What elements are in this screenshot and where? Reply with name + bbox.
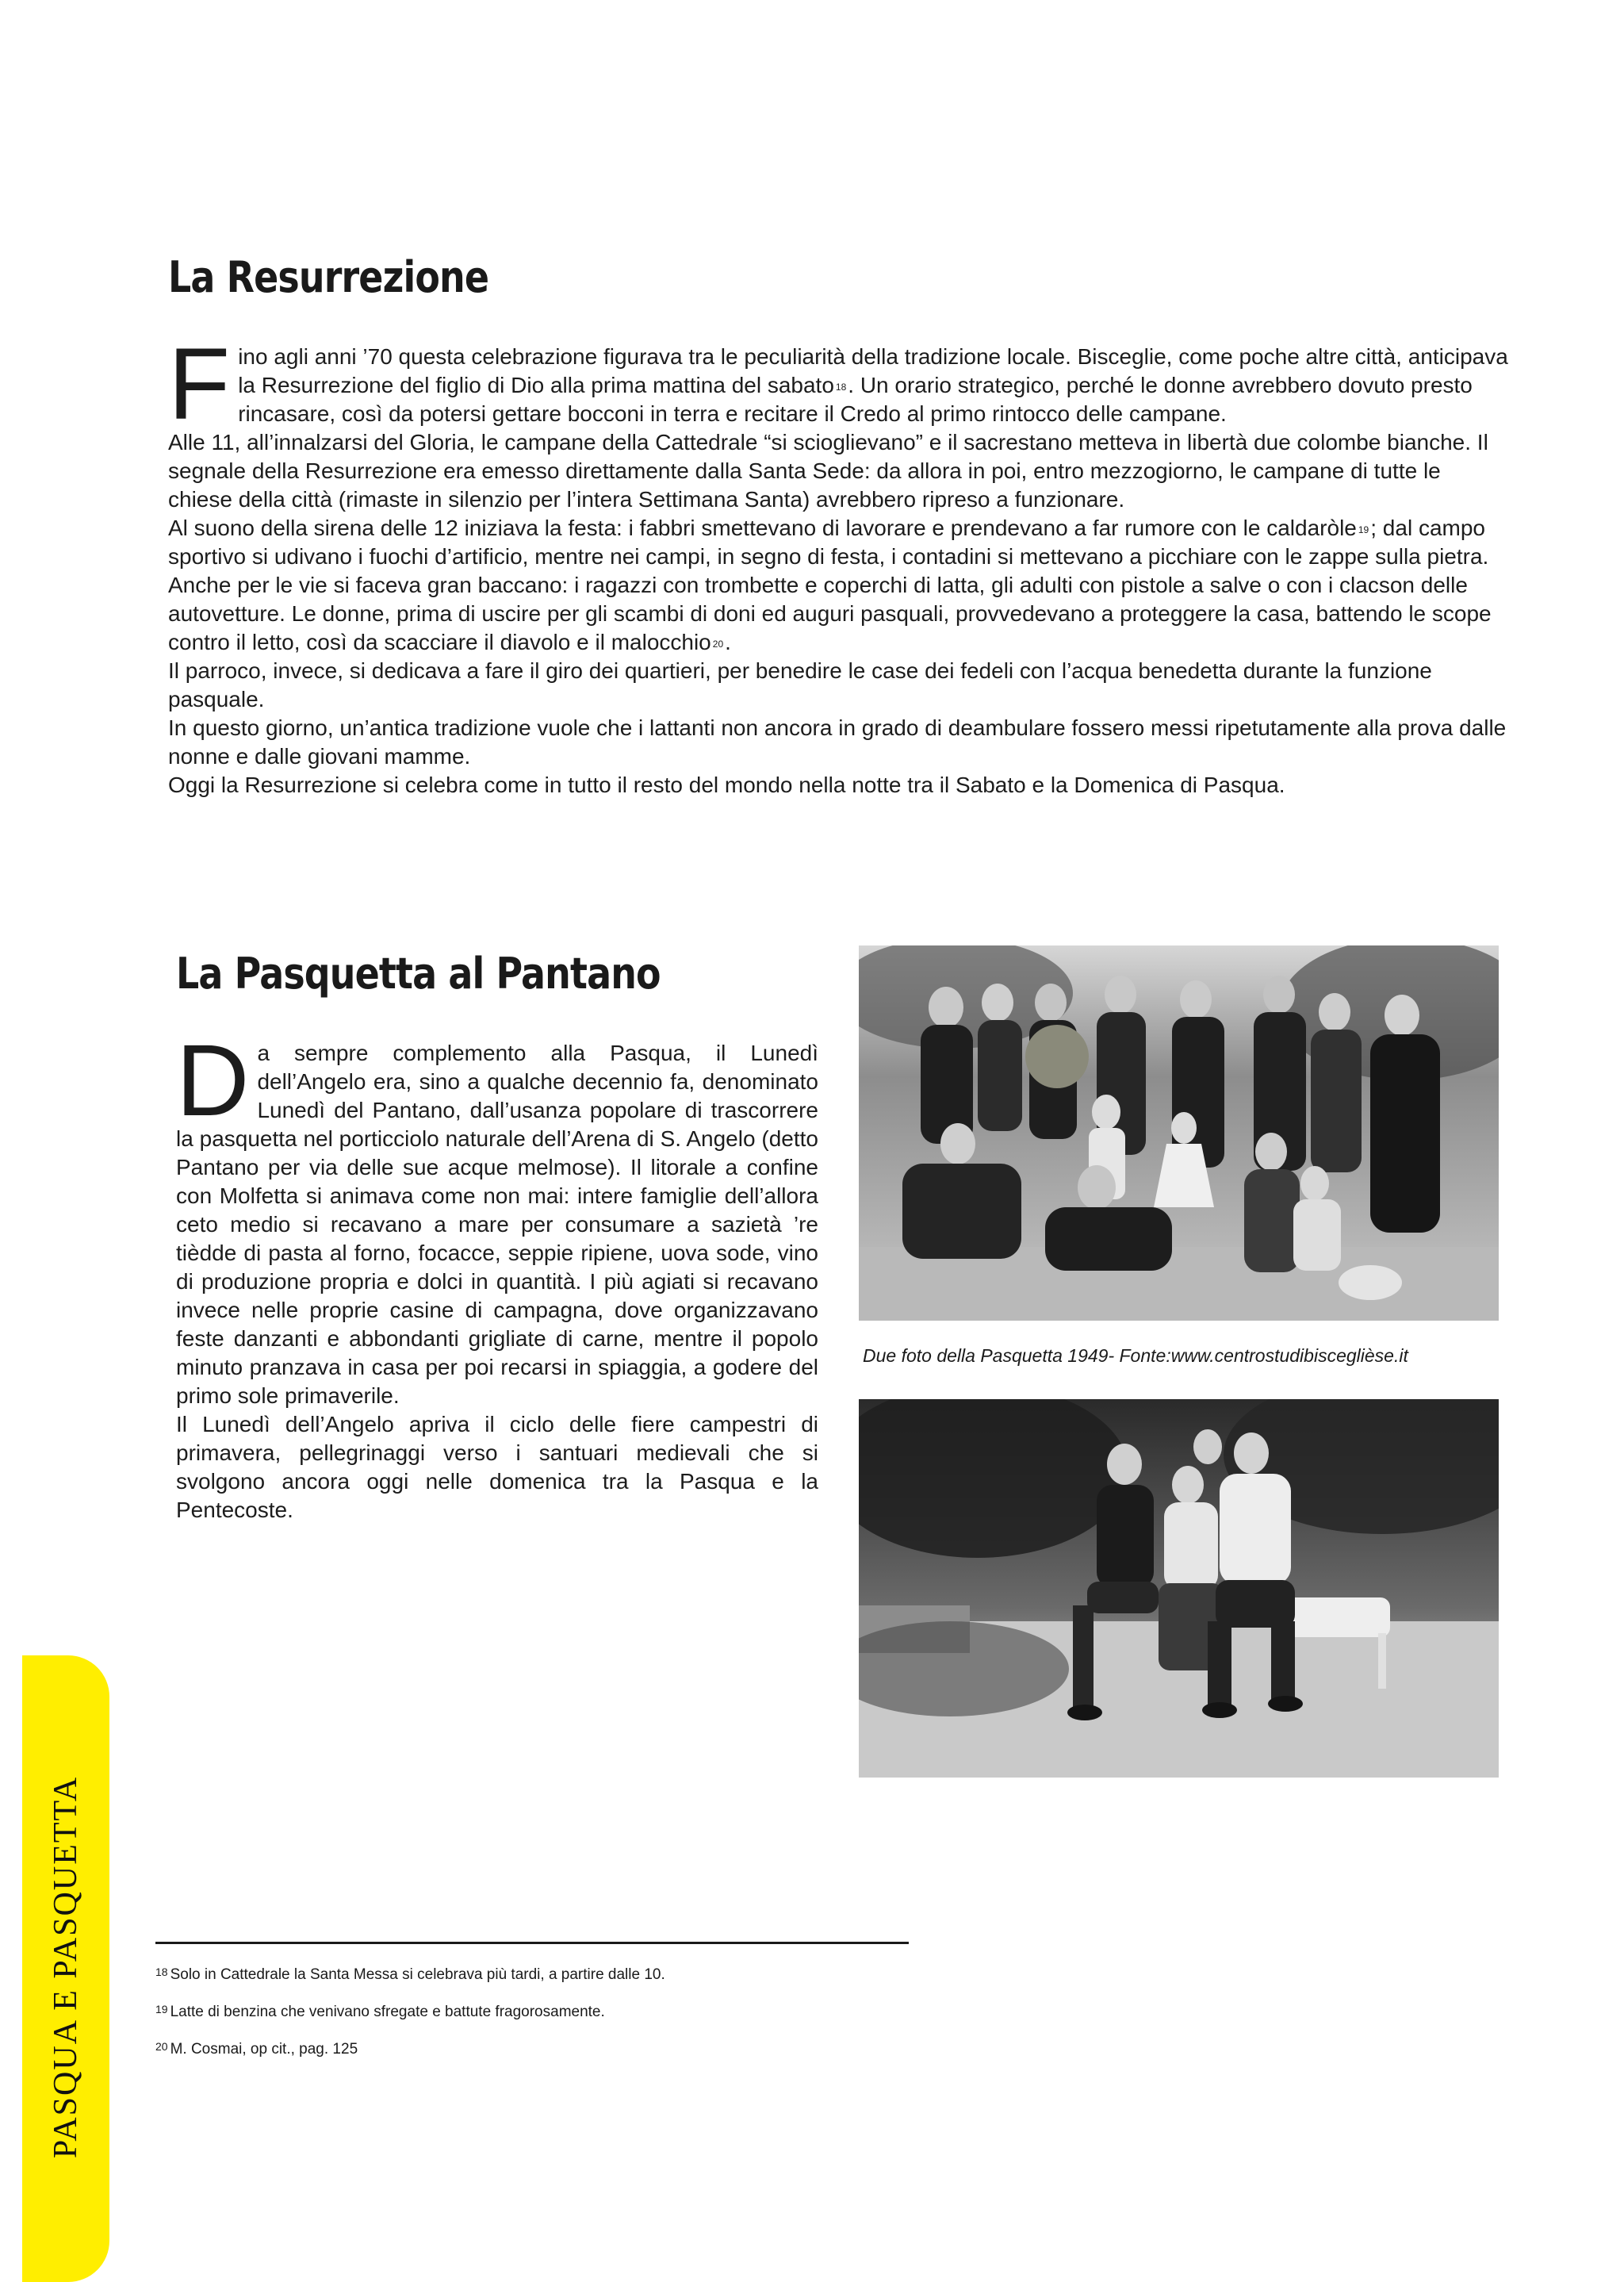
paragraph: Il Lunedì dell’Angelo apriva il ciclo delle fiere campestri di primavera, pellegrinaggi verso i santuari medievali che si svolgono ancora oggi nelle domenica tra la Pasqua e la Pentecoste.: [176, 1412, 818, 1522]
footnote-number: 18: [155, 1966, 168, 1978]
footnote-ref[interactable]: 19: [1358, 524, 1369, 535]
drop-cap: F: [168, 328, 231, 441]
photo-placeholder-art: [859, 945, 1499, 1321]
footnote-19: [155, 2003, 605, 2021]
footnote-number: 19: [155, 2003, 168, 2015]
text-run: Al suono della sirena delle 12 iniziava la festa: i fabbri smettevano di lavorare e prendevano a far rumore con le caldaròle: [168, 516, 1357, 540]
paragraph: Oggi la Resurrezione si celebra come in tutto il resto del mondo nella notte tra il Sabato e la Domenica di Pasqua.: [168, 773, 1285, 797]
chapter-side-label: PASQUA E PASQUETTA: [48, 1775, 84, 2159]
text-run: ino agli anni ’70 questa celebrazione figurava tra le peculiarità della tradizione locale. Bisceglie, come poche altre città, anticipava la Resurrezione del figlio di Dio alla prima mattina del sabato: [238, 344, 1508, 397]
footnote-text: Latte di benzina che venivano sfregate e battute fragorosamente.: [170, 2004, 605, 2020]
paragraph: Alle 11, all’innalzarsi del Gloria, le campane della Cattedrale “si scioglievano” e il sacrestano metteva in libertà due colombe bianche. Il segnale della Resurrezione era emesso direttamente dalla Santa Sede: da allora in poi, entro mezzogiorno, le campane di tutte le chiese della città (rimaste in silenzio per l’intera Settimana Santa) avrebbero ripreso a funzionare.: [168, 430, 1488, 512]
photo-placeholder-art: [859, 1399, 1499, 1778]
section-title-pasquetta: La Pasquetta al Pantano: [176, 949, 661, 999]
paragraph: In questo giorno, un’antica tradizione vuole che i lattanti non ancora in grado di deambulare fossero messi ripetutamente alla prova dalle nonne e dalle giovani mamme.: [168, 715, 1507, 769]
footnote-20: [155, 2040, 358, 2058]
footnote-text: M. Cosmai, op cit., pag. 125: [170, 2041, 358, 2058]
text-run: .: [725, 630, 731, 654]
photo-caption: Due foto della Pasquetta 1949- Fonte:www.centrostudibisceglièse.it: [863, 1345, 1408, 1366]
text-run: a sempre complemento alla Pasqua, il Lunedì dell’Angelo era, sino a qualche decennio fa, denominato Lunedì del Pantano, dall’usanza popolare di trascorrere la pasquetta nel porticciolo naturale dell’Arena di S. Angelo (detto Pantano per via delle sue acque melmose). Il litorale a confine con Molfetta si animava come non mai: intere famiglie dell’allora ceto medio si recavano a mare per consumare a sazietà ’re tièdde di pasta al forno, focacce, seppie ripiene, uova sode, vino di produzione propria e dolci in quantità. I più agiati si recavano invece nelle proprie casine di campagna, dove organizzavano feste danzanti e abbondanti grigliate di carne, mentre il popolo minuto pranzava in casa per poi recarsi in spiaggia, a godere del primo sole primaverile.: [176, 1041, 818, 1408]
text-run: . Un orario strategico, perché le donne avrebbero dovuto presto rincasare, così da potersi gettare bocconi in terra e recitare il Credo al primo rintocco delle campane.: [238, 373, 1473, 426]
paragraph: Il parroco, invece, si dedicava a fare il giro dei quartieri, per benedire le case dei fedeli con l’acqua benedetta durante la funzione pasquale.: [168, 658, 1432, 711]
paragraph: [168, 328, 1508, 441]
footnote-divider: [155, 1942, 909, 1944]
section-title-resurrezione: La Resurrezione: [168, 252, 489, 302]
group-photo-1949: [859, 945, 1499, 1321]
footnote-18: [155, 1966, 665, 1984]
pasquetta-body: [176, 1024, 818, 1525]
footnote-text: Solo in Cattedrale la Santa Messa si celebrava più tardi, a partire dalle 10.: [170, 1966, 665, 1983]
couple-photo-1949: [859, 1399, 1499, 1778]
paragraph: [168, 514, 1508, 657]
footnote-ref[interactable]: 18: [835, 382, 847, 393]
footnote-ref[interactable]: 20: [712, 639, 724, 650]
text-run: ; dal campo sportivo si udivano i fuochi d’artificio, mentre nei campi, in segno di festa, i contadini si mettevano a picchiare con le zappe sulla pietra. Anche per le vie si faceva gran baccano: i ragazzi con trombette e coperchi di latta, gli adulti con pistole a salve o con i clacson delle autovetture. Le donne, prima di uscire per gli scambi di doni ed auguri pasquali, provvedevano a proteggere la casa, battendo le scope contro il letto, così da scacciare il diavolo e il malocchio: [168, 516, 1492, 654]
paragraph: [176, 1024, 818, 1410]
footnote-number: 20: [155, 2040, 168, 2053]
drop-cap: D: [176, 1024, 250, 1137]
resurrezione-body: [168, 328, 1508, 800]
